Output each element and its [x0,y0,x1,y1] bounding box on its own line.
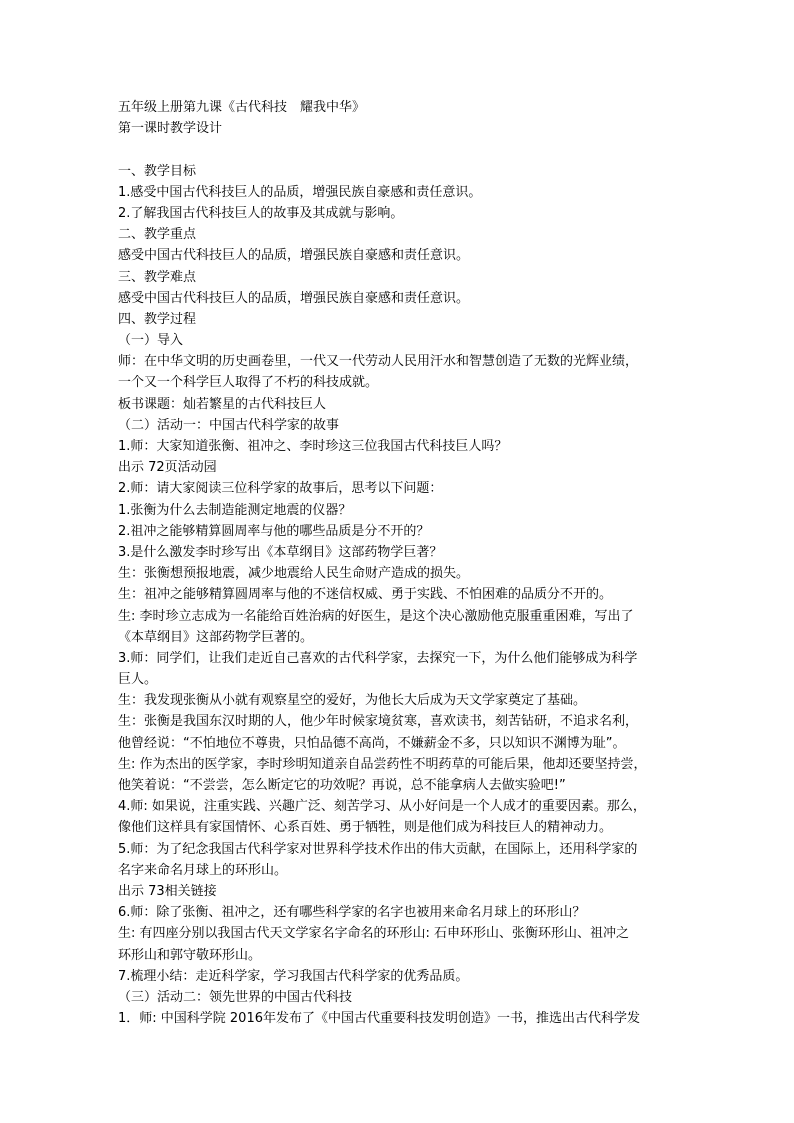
text-line: 1.感受中国古代科技巨人的品质，增强民族自豪感和责任意识。 [118,184,482,200]
document-title: 五年级上册第九课《古代科技 耀我中华》 [118,100,366,115]
text-line: 出示 73相关链接 [118,883,217,899]
text-line: 1．师: 中国科学院 2016年发布了《中国古代重要科技发明创造》一书，推选出古代科学发 [118,1011,641,1027]
text-line: 生：张衡想预报地震，减少地震给人民生命财产造成的损失。 [118,566,470,582]
text-line: 板书课题：灿若繁星的古代科技巨人 [118,396,327,412]
text-line: 1.张衡为什么去制造能测定地震的仪器？ [118,502,352,518]
document-body [118,97,684,1029]
text-line: 5.师：为了纪念我国古代科学家对世界科学技术作出的伟大贡献，在国际上，还用科学家的 [118,841,638,857]
text-line: （一）导入 [118,333,184,349]
text-line: 一、教学目标 [118,163,197,179]
text-line: 生: 李时珍立志成为一名能给百姓治病的好医生，是这个决心激励他克服重重困难，写出了 [118,608,634,624]
text-line: 2.师：请大家阅读三位科学家的故事后，思考以下问题： [118,481,443,497]
text-line: 生：张衡是我国东汉时期的人，他少年时候家境贫寒，喜欢读书，刻苦钻研，不追求名利， [118,714,639,730]
text-line: 生：我发现张衡从小就有观察星空的爱好，为他长大后成为天文学家奠定了基础。 [118,693,587,709]
text-line: 生：祖冲之能够精算圆周率与他的不迷信权威、勇于实践、不怕困难的品质分不开的。 [118,587,613,603]
text-line: 7.梳理小结：走近科学家，学习我国古代科学家的优秀品质。 [118,968,469,984]
text-line: 他曾经说：“不怕地位不尊贵，只怕品德不高尚，不嫌薪金不多，只以知识不渊博为耻”。 [118,735,626,751]
text-line: 2.祖冲之能够精算圆周率与他的哪些品质是分不开的？ [118,523,430,539]
text-line: 生: 作为杰出的医学家，李时珍明知道亲自品尝药性不明药草的可能后果，他却还要坚持尝， [118,756,647,772]
text-line: 师：在中华文明的历史画卷里，一代又一代劳动人民用汗水和智慧创造了无数的光辉业绩， [118,354,639,370]
text-line: 感受中国古代科技巨人的品质，增强民族自豪感和责任意识。 [118,248,470,264]
text-line: 他笑着说：“不尝尝，怎么断定它的功效呢？再说，总不能拿病人去做实验吧!” [118,778,566,793]
text-line: 二、教学重点 [118,227,197,243]
text-line: 3.师：同学们，让我们走近自己喜欢的古代科学家，去探究一下，为什么他们能够成为科学 [118,650,638,666]
text-line: 感受中国古代科技巨人的品质，增强民族自豪感和责任意识。 [118,290,470,306]
text-line: 名字来命名月球上的环形山。 [118,862,288,878]
text-line: 6.师：除了张衡、祖冲之，还有哪些科学家的名字也被用来命名月球上的环形山？ [118,905,586,921]
text-line: 4.师: 如果说，注重实践、兴趣广泛、刻苦学习、从小好问是一个人成才的重要因素。那么， [118,799,646,815]
text-line: 1.师：大家知道张衡、祖冲之、李时珍这三位我国古代科技巨人吗？ [118,439,508,454]
text-line: 一个又一个科学巨人取得了不朽的科技成就。 [118,375,379,391]
document-subtitle: 第一课时教学设计 [118,121,223,137]
text-line: 像他们这样具有家国情怀、心系百姓、勇于牺牲，则是他们成为科技巨人的精神动力。 [118,820,613,836]
text-line: （三）活动二：领先世界的中国古代科技 [118,989,353,1005]
text-line: 3.是什么激发李时珍写出《本草纲目》这部药物学巨著？ [118,544,443,560]
text-line: （二）活动一：中国古代科学家的故事 [118,417,340,433]
text-line: 《本草纲目》这部药物学巨著的。 [118,629,314,645]
blank-line [118,139,684,160]
text-line: 2.了解我国古代科技巨人的故事及其成就与影响。 [118,205,404,221]
text-line: 四、教学过程 [118,311,197,327]
text-line: 环形山和郭守敬环形山。 [118,947,262,963]
text-line: 出示 72页活动园 [118,460,217,476]
text-line: 巨人。 [118,672,158,688]
text-line: 生: 有四座分别以我国古代天文学家名字命名的环形山: 石申环形山、张衡环形山、祖冲之 [118,926,630,942]
text-line: 三、教学难点 [118,269,197,285]
